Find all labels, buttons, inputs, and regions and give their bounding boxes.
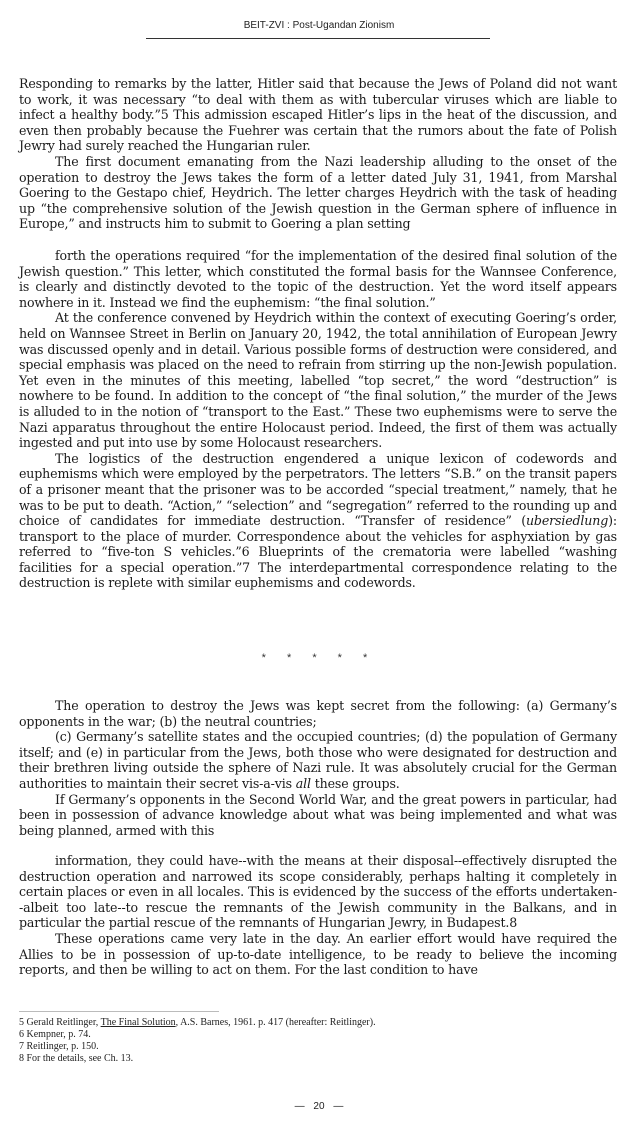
footnote-text: Reitlinger, p. 150. <box>24 1041 99 1052</box>
text-span: The logistics of the destruction engendered a unique lexicon of codewords and euphemisms which were employed by the perpetrators. The letters “S.B.” on the transit papers of a prisoner meant that the prisoner was to be accorded “special treatment,” namely, that he was to be put to death. “Action,” “selection” and “segregation” referred to the rounding up and choice of candidates for immediate destruction. “Transfer of residence” ( <box>19 450 617 529</box>
italic-term: all <box>295 775 311 791</box>
paragraph <box>19 729 617 791</box>
text-block-4 <box>19 853 617 978</box>
running-header: BEIT-ZVI : Post-Ugandan Zionism <box>243 20 395 31</box>
footnote-number: 6 <box>19 1029 24 1040</box>
italic-term: ubersiedlung <box>525 513 609 529</box>
text-block-1 <box>19 76 617 232</box>
footnote-divider <box>19 1011 219 1012</box>
text-block-2 <box>19 248 617 591</box>
section-separator: * * * * * <box>261 652 377 664</box>
paragraph: At the conference convened by Heydrich within the context of executing Goering’s order, held on Wannsee Street in Berlin on January 20, 1942, the total annihilation of European Jewry was discussed openly and in detail. Various possible forms of destruction were considered, and special emphasis was placed on the need to refrain from stirring up the non-Jewish population. Yet even in the minutes of this meeting, labelled “top secret,” the word “destruction” is nowhere to be found. In addition to the concept of “the final solution,” the murder of the Jews is alluded to in the notion of “transport to the East.” These two euphemisms were to serve the Nazi apparatus throughout the entire Holocaust period. Indeed, the first of them was actually ingested and put into use by some Holocaust researchers. <box>19 310 617 451</box>
book-title: The Final Solution <box>100 1017 176 1028</box>
footnote-8 <box>19 1053 579 1065</box>
paragraph: information, they could have--with the means at their disposal--effectively disrupted the destruction operation and narrowed its scope considerably, perhaps halting it completely in certain places or even in all locales. This is evidenced by the success of the efforts undertaken--albeit too late--to rescue the remnants of the Jewish community in the Balkans, and in particular the partial rescue of the remnants of Hungarian Jewry, in Budapest.8 <box>19 853 617 931</box>
footnote-text: Kempner, p. 74. <box>24 1029 91 1040</box>
header-divider <box>146 38 490 39</box>
footnote-number: 5 <box>19 1017 24 1028</box>
paragraph: forth the operations required “for the implementation of the desired final solution of the Jewish question.” This letter, which constituted the formal basis for the Wannsee Conference, is clearly and distinctly devoted to the topic of the destruction. Yet the word itself appears nowhere in it. Instead we find the euphemism: “the final solution.” <box>19 248 617 310</box>
footnote-6 <box>19 1029 579 1041</box>
paragraph: If Germany’s opponents in the Second World War, and the great powers in particular, had been in possession of advance knowledge about what was being implemented and what was being planned, armed with this <box>19 791 617 838</box>
paragraph: The operation to destroy the Jews was kept secret from the following: (a) Germany’s opponents in the war; (b) the neutral countries; <box>19 698 617 729</box>
footnote-text: For the details, see Ch. 13. <box>24 1053 134 1064</box>
footnote-text: , A.S. Barnes, 1961. p. 417 (hereafter: Reitlinger). <box>175 1017 376 1028</box>
page-number: — 20 — <box>294 1101 344 1112</box>
text-span: (c) Germany’s satellite states and the occupied countries; (d) the population of Germany itself; and (e) in particular from the Jews, both those who were designated for destruction and their brethren living outside the sphere of Nazi rule. It was absolutely crucial for the German authorities to maintain their secret vis-a-vis <box>19 729 617 791</box>
paragraph: These operations came very late in the day. An earlier effort would have required the Allies to be in possession of up-to-date intelligence, to be ready to believe the incoming reports, and then be willing to act on them. For the last condition to have <box>19 930 617 978</box>
footnote-number: 8 <box>19 1053 24 1064</box>
footnote-number: 7 <box>19 1041 24 1052</box>
text-span: these groups. <box>310 775 400 791</box>
text-span: ): transport to the place of murder. Correspondence about the vehicles for asphyxiation by gas referred to “five-ton S vehicles.”6 Blueprints of the crematoria were labelled “washing facilities for a special operation.”7 The interdepartmental correspondence relating to the destruction is replete with similar euphemisms and codewords. <box>19 513 617 591</box>
footnotes <box>19 1017 579 1065</box>
footnote-text: Gerald Reitlinger, <box>24 1017 101 1028</box>
paragraph: Responding to remarks by the latter, Hitler said that because the Jews of Poland did not want to work, it was necessary “to deal with them as with tubercular viruses which are liable to infect a healthy body.”5 This admission escaped Hitler’s lips in the heat of the discussion, and even then probably because the Fuehrer was certain that the rumors about the fate of Polish Jewry had surely reached the Hungarian ruler. <box>19 76 617 154</box>
footnote-5 <box>19 1017 579 1029</box>
paragraph: The first document emanating from the Nazi leadership alluding to the onset of the operation to destroy the Jews takes the form of a letter dated July 31, 1941, from Marshal Goering to the Gestapo chief, Heydrich. The letter charges Heydrich with the task of heading up “the comprehensive solution of the Jewish question in the German sphere of influence in Europe,” and instructs him to submit to Goering a plan setting <box>19 153 617 232</box>
paragraph <box>19 451 617 591</box>
text-block-3 <box>19 698 617 838</box>
footnote-7 <box>19 1041 579 1053</box>
